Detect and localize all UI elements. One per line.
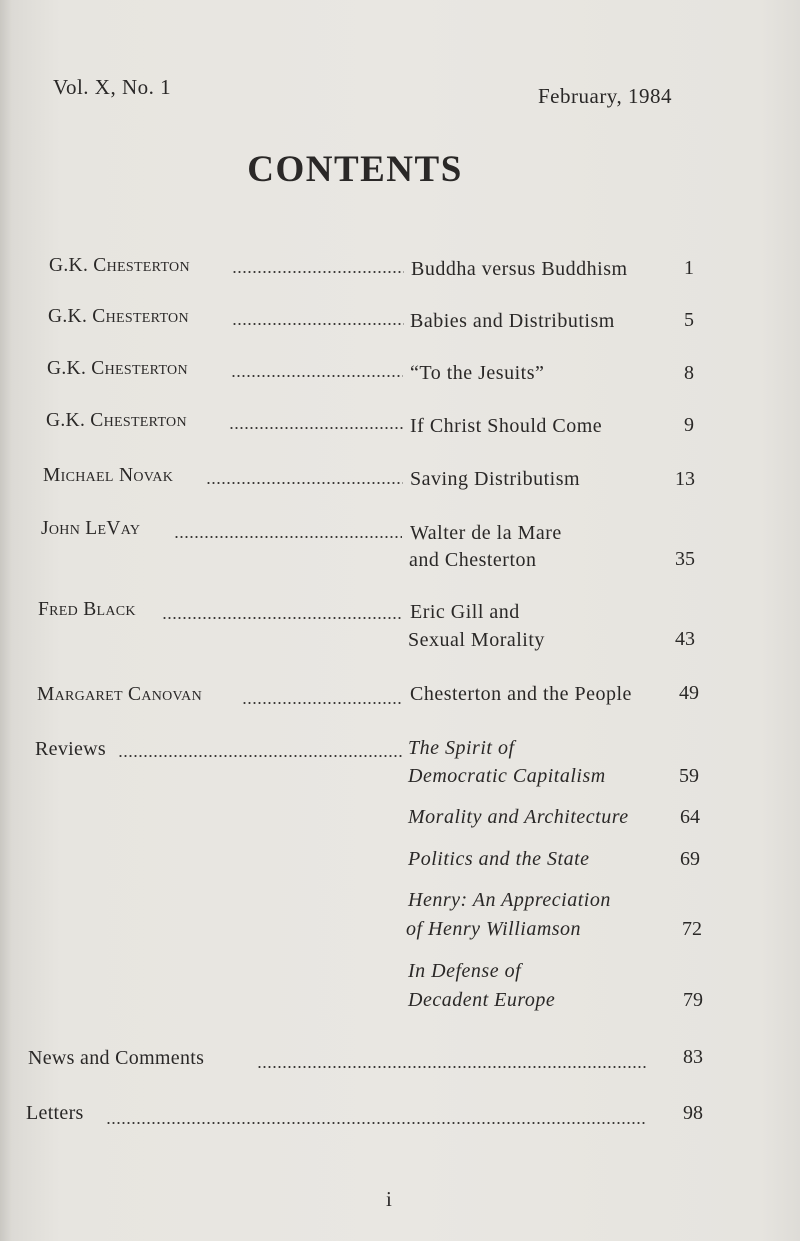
dot-leader (232, 270, 404, 274)
entry-title-line: Eric Gill and (410, 601, 520, 623)
entry-title: Chesterton and the People (410, 683, 632, 705)
dot-leader (118, 754, 402, 758)
entry-page: 5 (684, 309, 694, 331)
dot-leader (229, 426, 403, 430)
entry-page: 43 (675, 628, 695, 650)
entry-page: 8 (684, 362, 694, 384)
entry-author: G.K. Chesterton (47, 358, 188, 379)
section-label-news: News and Comments (28, 1047, 205, 1069)
entry-author: Michael Novak (43, 465, 174, 486)
entry-page: 13 (675, 468, 695, 490)
entry-author: G.K. Chesterton (46, 410, 187, 431)
dot-leader (232, 322, 404, 326)
dot-leader (231, 374, 403, 378)
entry-page: 49 (679, 682, 699, 704)
section-page: 98 (683, 1102, 703, 1124)
entry-page: 9 (684, 414, 694, 436)
folio-page-number: i (386, 1187, 392, 1211)
review-title-line: Decadent Europe (408, 989, 556, 1011)
section-label-letters: Letters (26, 1102, 84, 1124)
review-title-line: The Spirit of (408, 737, 515, 759)
dot-leader (162, 616, 402, 620)
review-title-line: of Henry Williamson (406, 918, 582, 940)
page-title: CONTENTS (247, 149, 463, 190)
entry-title: “To the Jesuits” (410, 362, 545, 384)
review-page: 64 (680, 806, 700, 828)
dot-leader (242, 701, 402, 705)
review-title: Politics and the State (408, 848, 590, 870)
dot-leader (106, 1121, 647, 1125)
entry-title-line: and Chesterton (409, 549, 537, 571)
section-page: 83 (683, 1046, 703, 1068)
entry-author: Fred Black (38, 599, 136, 620)
entry-author: Margaret Canovan (37, 684, 202, 705)
review-title-line: Democratic Capitalism (408, 765, 606, 787)
entry-page: 35 (675, 548, 695, 570)
entry-title: Buddha versus Buddhism (411, 258, 628, 280)
dot-leader (257, 1065, 647, 1069)
volume-number: Vol. X, No. 1 (53, 75, 172, 99)
entry-author: G.K. Chesterton (48, 306, 189, 327)
entry-title: If Christ Should Come (410, 415, 603, 437)
issue-date: February, 1984 (538, 84, 672, 108)
review-title: Morality and Architecture (408, 806, 629, 828)
review-page: 59 (679, 765, 699, 787)
entry-title-line: Sexual Morality (408, 629, 545, 651)
entry-title-line: Walter de la Mare (410, 522, 562, 544)
entry-title: Saving Distributism (410, 468, 581, 490)
review-page: 79 (683, 989, 703, 1011)
entry-author: G.K. Chesterton (49, 255, 190, 276)
review-page: 69 (680, 848, 700, 870)
review-page: 72 (682, 918, 702, 940)
review-title-line: In Defense of (408, 960, 522, 982)
entry-author: John LeVay (41, 518, 141, 539)
reviews-label: Reviews (35, 738, 106, 760)
review-title-line: Henry: An Appreciation (408, 889, 611, 911)
entry-page: 1 (684, 257, 694, 279)
dot-leader (206, 481, 403, 485)
entry-title: Babies and Distributism (410, 310, 615, 332)
dot-leader (174, 535, 402, 539)
